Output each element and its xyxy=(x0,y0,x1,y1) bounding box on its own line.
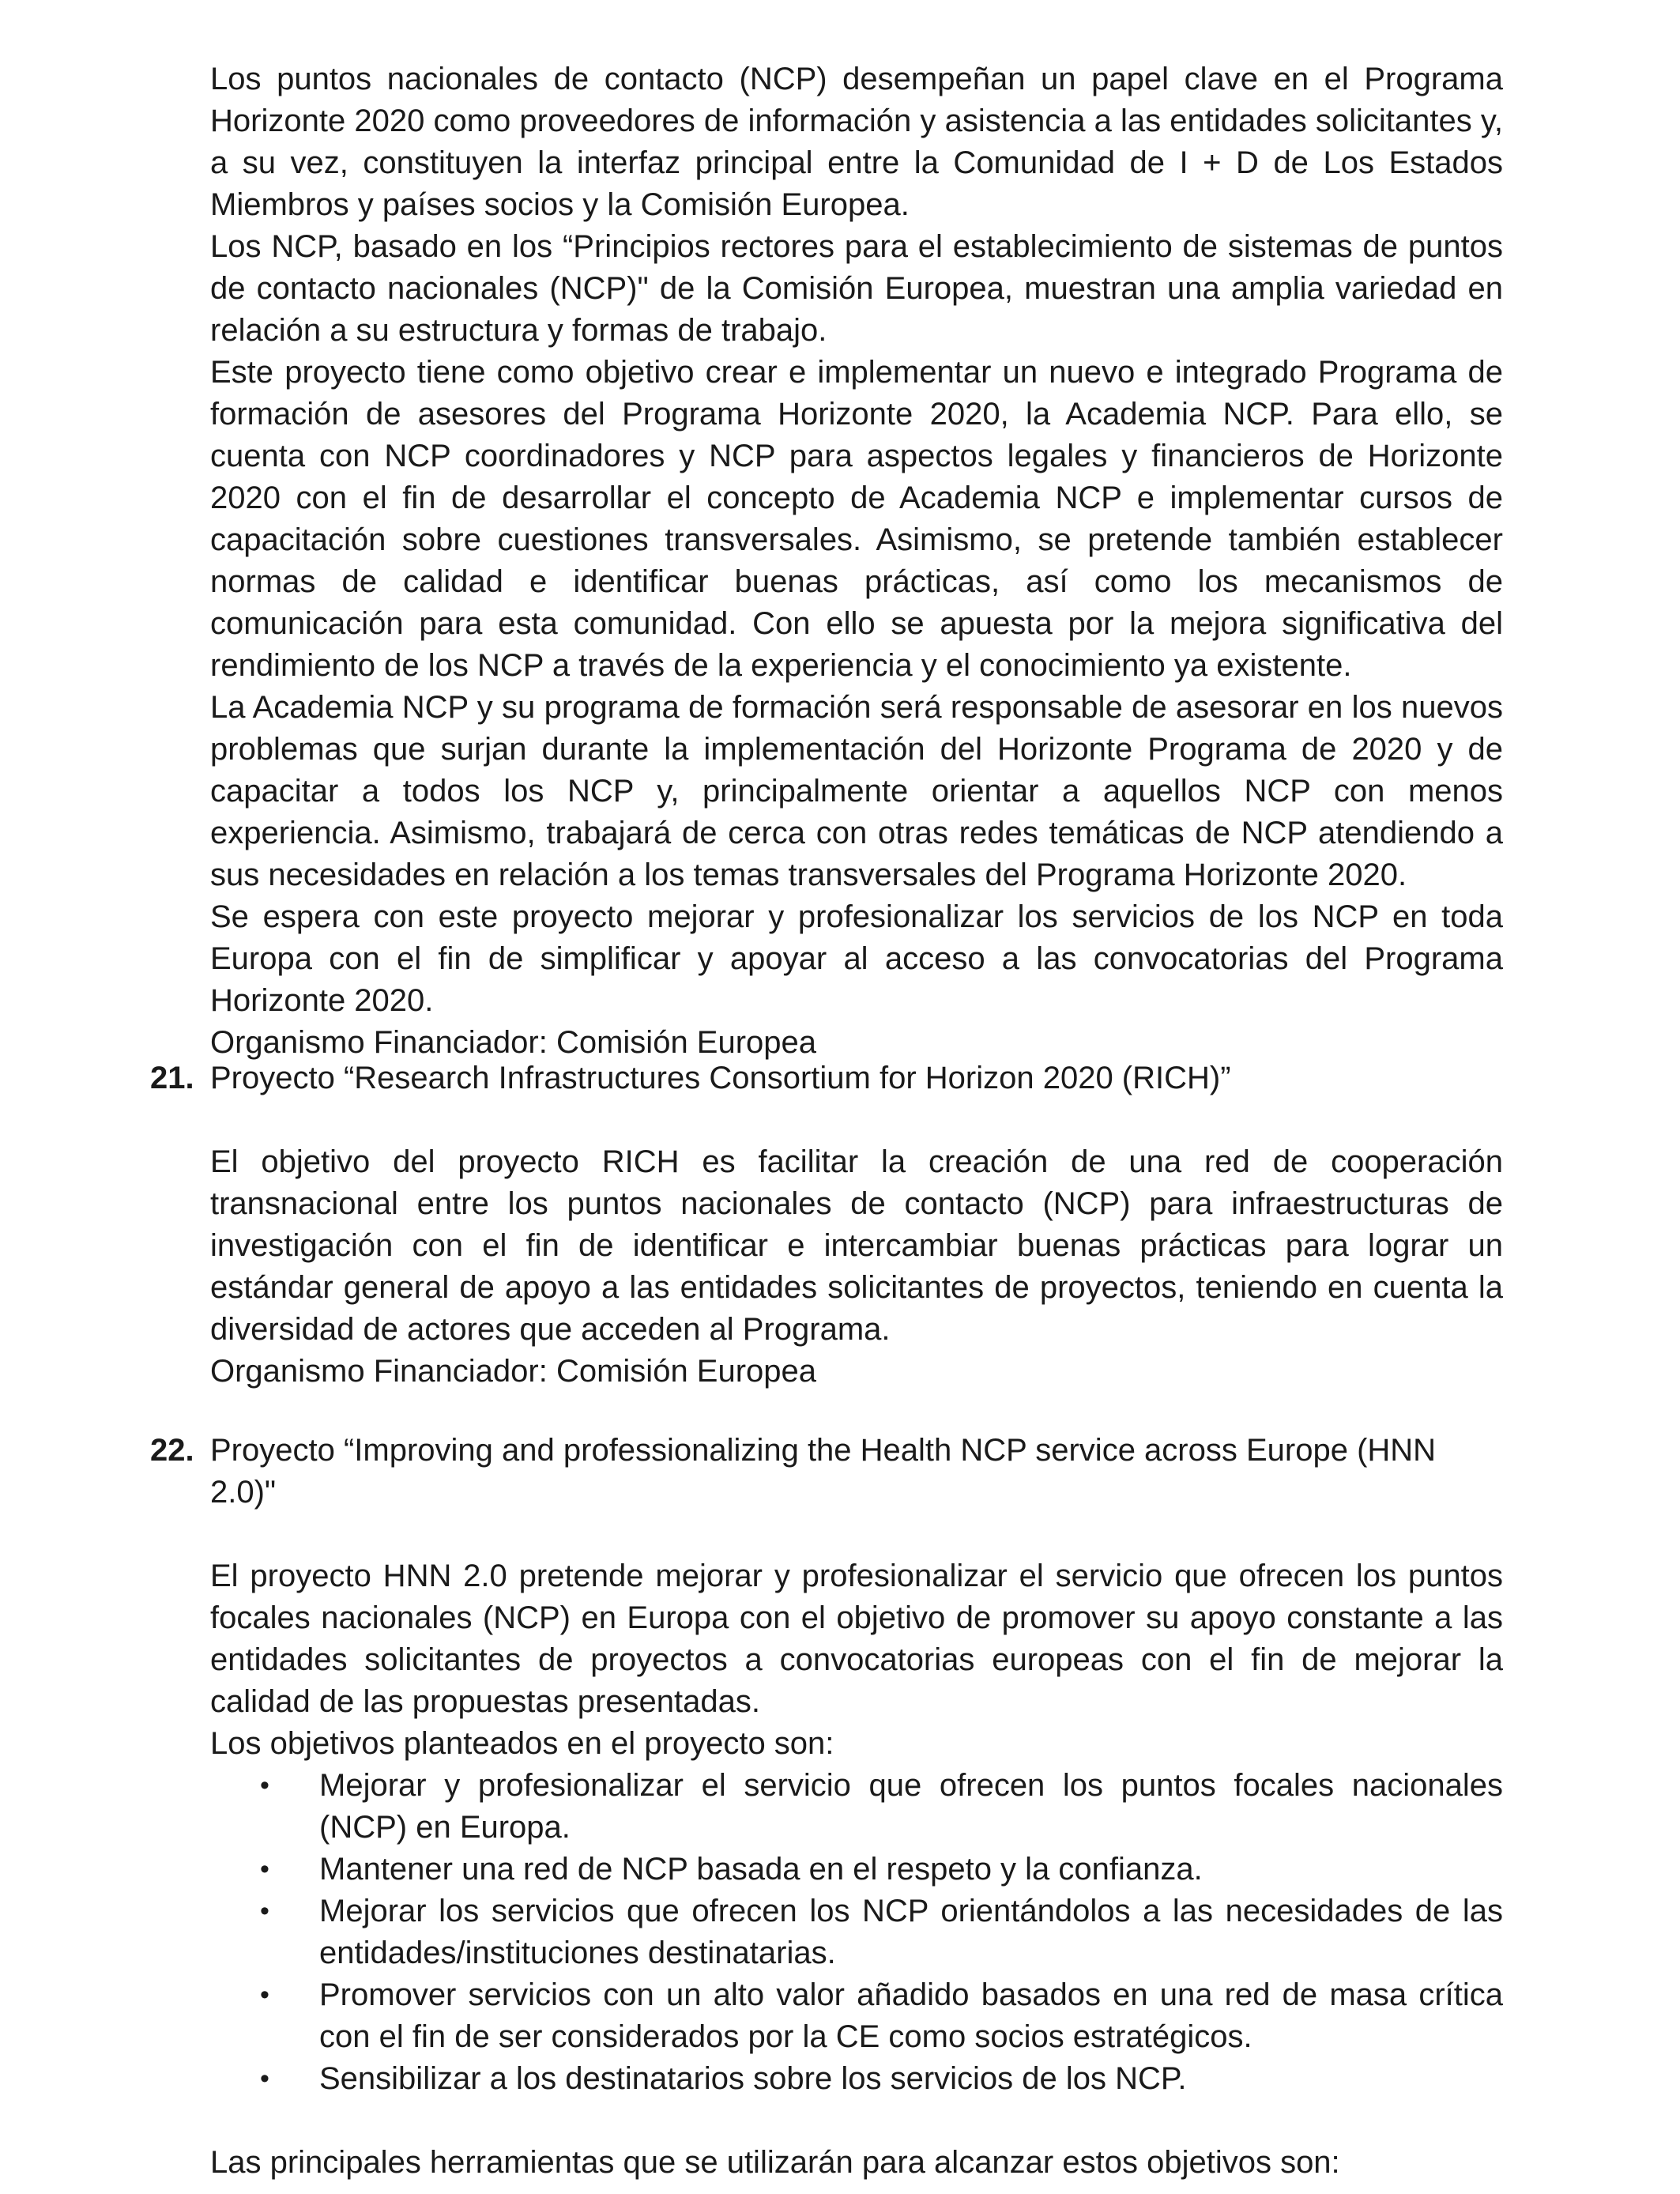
section-21-body: El objetivo del proyecto RICH es facilitar la creación de una red de cooperación transnacional entre los puntos nacionales de contacto (NCP) para infraestructuras de investigación con el fin de identificar e intercambiar buenas prácticas para lograr un estándar general de apoyo a las entidades solicitantes de proyectos, teniendo en cuenta la diversidad de actores que acceden al Programa. xyxy=(210,1144,1503,1347)
list-item xyxy=(210,1849,1503,1891)
section-21-number: 21. xyxy=(150,1061,194,1095)
list-item xyxy=(210,1974,1503,2058)
section-21-title: Proyecto “Research Infrastructures Consortium for Horizon 2020 (RICH)” xyxy=(210,1061,1231,1095)
objective-text: Mejorar y profesionalizar el servicio que ofrecen los puntos focales nacionales (NCP) en Europa. xyxy=(319,1768,1503,1845)
bullet-icon: • xyxy=(260,1854,269,1884)
bullet-icon: • xyxy=(260,1770,269,1800)
list-item xyxy=(210,1765,1503,1849)
section-22-number: 22. xyxy=(150,1433,194,1468)
section-22 xyxy=(150,1430,1503,2184)
objective-text: Sensibilizar a los destinatarios sobre los servicios de los NCP. xyxy=(319,2061,1187,2096)
section-22-title: Proyecto “Improving and professionalizing the Health NCP service across Europe (HNN 2.0)" xyxy=(210,1433,1437,1510)
objective-text: Promover servicios con un alto valor añadido basados en una red de masa crítica con el fin de ser considerados por la CE como socios estratégicos. xyxy=(319,1977,1503,2054)
objective-text: Mejorar los servicios que ofrecen los NCP orientándolos a las necesidades de las entidades/instituciones destinatarias. xyxy=(319,1894,1503,1970)
bullet-icon: • xyxy=(260,2064,269,2094)
objectives-list xyxy=(210,1765,1503,2100)
intro-paragraph-3: Este proyecto tiene como objetivo crear e implementar un nuevo e integrado Programa de formación de asesores del Programa Horizonte 2020, la Academia NCP. Para ello, se cuenta con NCP coordinadores y NCP para aspectos legales y financieros de Horizonte 2020 con el fin de desarrollar el concepto de Academia NCP e implementar cursos de capacitación sobre cuestiones transversales. Asimismo, se pretende también establecer normas de calidad e identificar buenas prácticas, así como los mecanismos de comunicación para esta comunidad. Con ello se apuesta por la mejora significativa del rendimiento de los NCP a través de la experiencia y el conocimiento ya existente. xyxy=(210,355,1503,683)
section-21-heading xyxy=(150,1057,1503,1099)
bullet-icon: • xyxy=(260,1980,269,2010)
section-21-funder: Organismo Financiador: Comisión Europea xyxy=(210,1354,817,1389)
section-21-body-block xyxy=(210,1141,1503,1393)
intro-funder: Organismo Financiador: Comisión Europea xyxy=(210,1025,817,1060)
section-22-objectives-intro: Los objetivos planteados en el proyecto son: xyxy=(210,1726,834,1761)
intro-paragraph-1: Los puntos nacionales de contacto (NCP) desempeñan un papel clave en el Programa Horizonte 2020 como proveedores de información y asistencia a las entidades solicitantes y, a su vez, constituyen la interfaz principal entre la Comunidad de I + D de Los Estados Miembros y países socios y la Comisión Europea. xyxy=(210,62,1503,222)
list-item xyxy=(210,2058,1503,2100)
section-22-heading xyxy=(150,1430,1503,1514)
intro-block xyxy=(210,58,1503,1064)
intro-paragraph-5: Se espera con este proyecto mejorar y profesionalizar los servicios de los NCP en toda Europa con el fin de simplificar y apoyar al acceso a las convocatorias del Programa Horizonte 2020. xyxy=(210,899,1503,1018)
section-22-body-block xyxy=(210,1555,1503,2184)
objective-text: Mantener una red de NCP basada en el respeto y la confianza. xyxy=(319,1852,1203,1887)
bullet-icon: • xyxy=(260,1896,269,1926)
intro-paragraph-2: Los NCP, basado en los “Principios rectores para el establecimiento de sistemas de puntos de contacto nacionales (NCP)" de la Comisión Europea, muestran una amplia variedad en relación a su estructura y formas de trabajo. xyxy=(210,229,1503,348)
intro-paragraph-4: La Academia NCP y su programa de formación será responsable de asesorar en los nuevos problemas que surjan durante la implementación del Horizonte Programa de 2020 y de capacitar a todos los NCP y, principalmente orientar a aquellos NCP con menos experiencia. Asimismo, trabajará de cerca con otras redes temáticas de NCP atendiendo a sus necesidades en relación a los temas transversales del Programa Horizonte 2020. xyxy=(210,690,1503,892)
section-22-tools-intro: Las principales herramientas que se utilizarán para alcanzar estos objetivos son: xyxy=(210,2145,1340,2180)
list-item xyxy=(210,1891,1503,1974)
section-22-body: El proyecto HNN 2.0 pretende mejorar y profesionalizar el servicio que ofrecen los puntos focales nacionales (NCP) en Europa con el objetivo de promover su apoyo constante a las entidades solicitantes de proyectos a convocatorias europeas con el fin de mejorar la calidad de las propuestas presentadas. xyxy=(210,1559,1503,1719)
section-21 xyxy=(150,1057,1503,1393)
